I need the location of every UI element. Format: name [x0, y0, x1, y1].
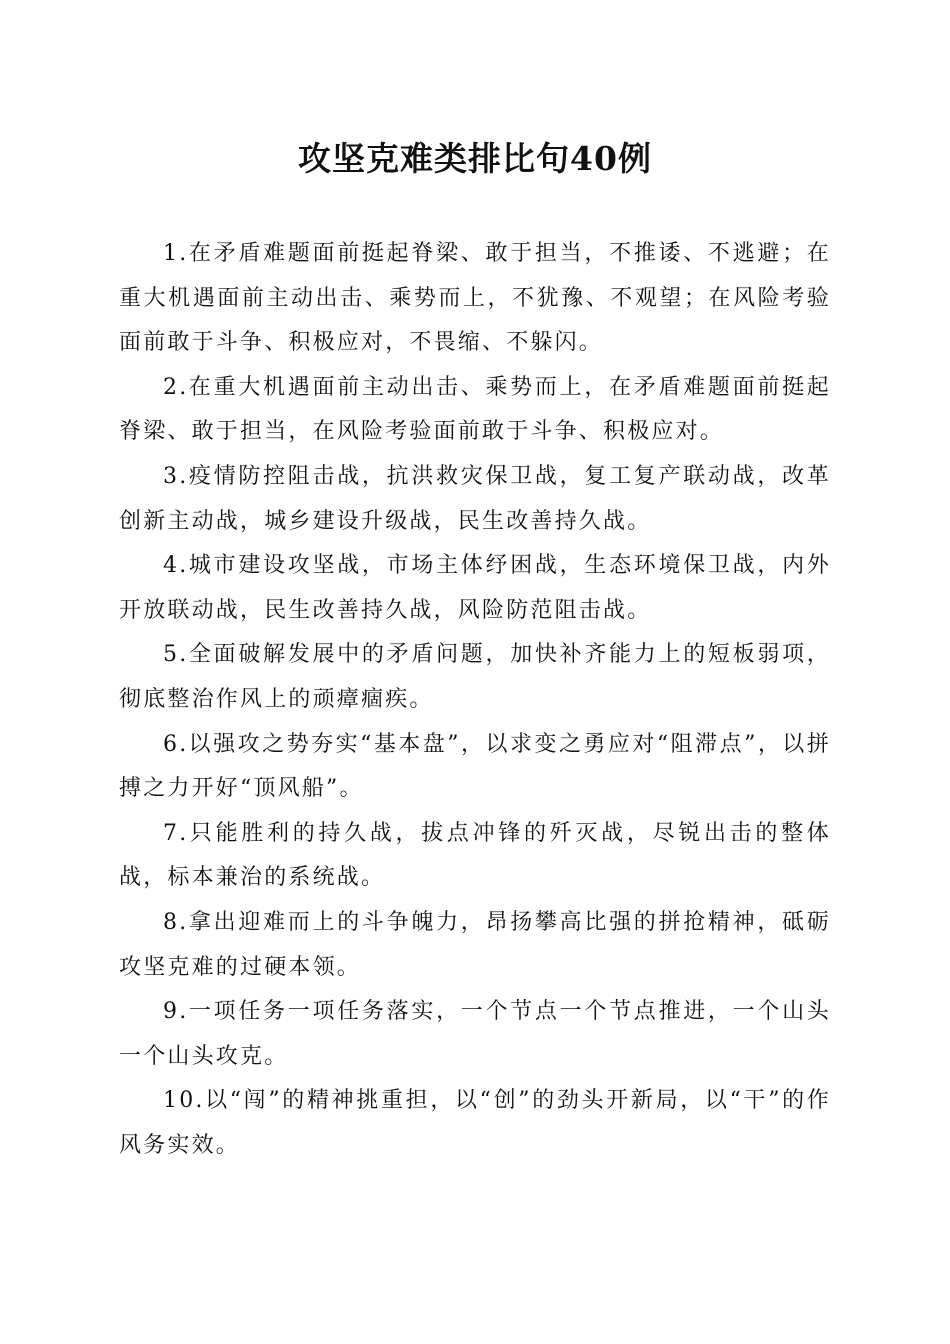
paragraph-6: 6.以强攻之势夯实“基本盘”，以求变之勇应对“阻滞点”，以拼搏之力开好“顶风船”。	[119, 731, 831, 802]
paragraph-2: 2.在重大机遇面前主动出击、乘势而上，在矛盾难题面前挺起脊梁、敢于担当，在风险考验面前敢于斗争、积极应对。	[119, 374, 831, 445]
paragraph-4: 4.城市建设攻坚战，市场主体纾困战，生态环境保卫战，内外开放联动战，民生改善持久战，风险防范阻击战。	[119, 553, 831, 623]
paragraph-5: 5.全面破解发展中的矛盾问题，加快补齐能力上的短板弱项，彻底整治作风上的顽瘴痼疾。	[119, 642, 831, 712]
document-title: 攻坚克难类排比句40例	[298, 139, 652, 178]
paragraph-8: 8.拿出迎难而上的斗争魄力，昂扬攀高比强的拼抢精神，砥砺攻坚克难的过硬本领。	[119, 909, 831, 980]
document-body	[119, 232, 831, 1168]
paragraph-1: 1.在矛盾难题面前挺起脊梁、敢于担当，不推诿、不逃避；在重大机遇面前主动出击、乘势而上，不犹豫、不观望；在风险考验面前敢于斗争、积极应对，不畏缩、不躲闪。	[119, 241, 831, 356]
paragraph-3: 3.疫情防控阻击战，抗洪救灾保卫战，复工复产联动战，改革创新主动战，城乡建设升级战，民生改善持久战。	[119, 463, 831, 534]
paragraph-7: 7.只能胜利的持久战，拔点冲锋的歼灭战，尽锐出击的整体战，标本兼治的系统战。	[119, 820, 831, 891]
paragraph-10: 10.以“闯”的精神挑重担，以“创”的劲头开新局，以“干”的作风务实效。	[119, 1088, 831, 1158]
paragraph-9: 9.一项任务一项任务落实，一个节点一个节点推进，一个山头一个山头攻克。	[119, 999, 831, 1069]
